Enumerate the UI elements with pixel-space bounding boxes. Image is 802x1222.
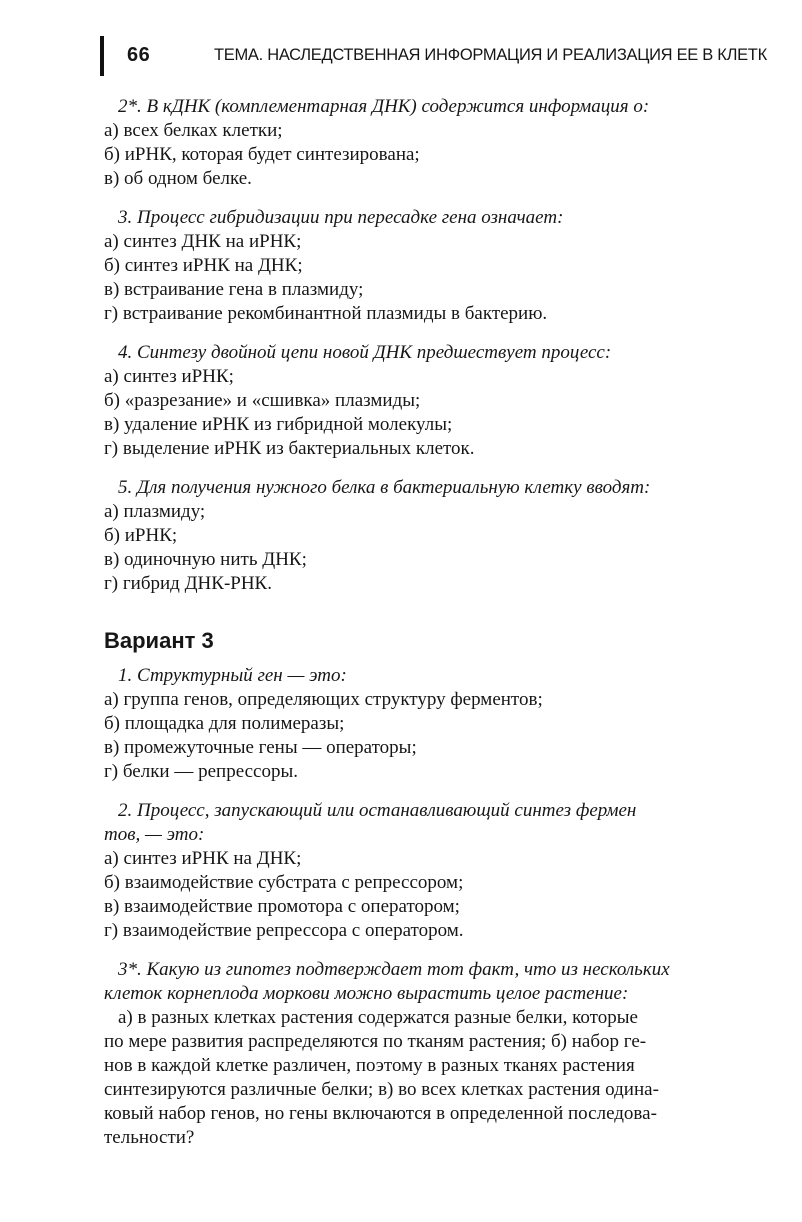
section-heading: Вариант 3 xyxy=(104,628,214,653)
page-header xyxy=(100,36,802,76)
answer-option: б) иРНК; xyxy=(104,525,178,546)
answer-option: в) удаление иРНК из гибридной молекулы; xyxy=(104,414,453,435)
answer-option: а) плазмиду; xyxy=(104,501,206,522)
page-number: 66 xyxy=(127,44,151,66)
answer-text-line: по мере развития распределяются по тканям растения; б) набор ге- xyxy=(104,1031,647,1052)
answer-option: г) взаимодействие репрессора с оператором. xyxy=(104,920,464,941)
answer-option: г) выделение иРНК из бактериальных клеток. xyxy=(104,438,475,459)
variant3-question-2 xyxy=(104,799,752,943)
question-text-line: клеток корнеплода моркови можно вырастить целое растение: xyxy=(104,983,629,1004)
answer-option: б) синтез иРНК на ДНК; xyxy=(104,255,303,276)
answer-option: в) встраивание гена в плазмиду; xyxy=(104,279,364,300)
answer-option: г) встраивание рекомбинантной плазмиды в бактерию. xyxy=(104,303,548,324)
question-3 xyxy=(104,206,752,326)
header-rule xyxy=(100,36,104,76)
question-text: 1. Структурный ген — это: xyxy=(118,665,347,686)
page-content xyxy=(104,95,752,1165)
question-text: 2*. В кДНК (комплементарная ДНК) содержится информация о: xyxy=(118,96,650,117)
answer-option: г) гибрид ДНК-РНК. xyxy=(104,573,272,594)
question-text-line: 3*. Какую из гипотез подтверждает тот факт, что из нескольких xyxy=(118,959,670,980)
answer-option: в) промежуточные гены — операторы; xyxy=(104,737,417,758)
answer-text-line: ковый набор генов, но гены включаются в определенной последова- xyxy=(104,1103,657,1124)
question-text: 4. Синтезу двойной цепи новой ДНК предшествует процесс: xyxy=(118,342,612,363)
question-text-line: 2. Процесс, запускающий или останавливающий синтез фермен xyxy=(118,800,637,821)
question-4 xyxy=(104,341,752,461)
answer-option: а) всех белках клетки; xyxy=(104,120,283,141)
answer-text-line: синтезируются различные белки; в) во всех клетках растения одина- xyxy=(104,1079,659,1100)
answer-option: г) белки — репрессоры. xyxy=(104,761,298,782)
question-5 xyxy=(104,476,752,596)
question-text: 5. Для получения нужного белка в бактериальную клетку вводят: xyxy=(118,477,651,498)
answer-option: в) одиночную нить ДНК; xyxy=(104,549,307,570)
variant3-question-1 xyxy=(104,664,752,784)
answer-option: б) площадка для полимеразы; xyxy=(104,713,345,734)
answer-option: а) синтез ДНК на иРНК; xyxy=(104,231,302,252)
answer-option: а) синтез иРНК на ДНК; xyxy=(104,848,302,869)
question-2 xyxy=(104,95,752,191)
answer-option: б) «разрезание» и «сшивка» плазмиды; xyxy=(104,390,421,411)
answer-text-line: а) в разных клетках растения содержатся разные белки, которые xyxy=(118,1007,638,1028)
answer-option: а) синтез иРНК; xyxy=(104,366,234,387)
question-text: 3. Процесс гибридизации при пересадке гена означает: xyxy=(118,207,564,228)
answer-text-line: тельности? xyxy=(104,1127,195,1148)
answer-option: а) группа генов, определяющих структуру ферментов; xyxy=(104,689,543,710)
variant3-question-3 xyxy=(104,958,752,1150)
running-title: ТЕМА. НАСЛЕДСТВЕННАЯ ИНФОРМАЦИЯ И РЕАЛИЗАЦИЯ ЕЕ В КЛЕТК xyxy=(214,46,767,64)
answer-option: в) взаимодействие промотора с оператором; xyxy=(104,896,460,917)
answer-option: б) взаимодействие субстрата с репрессором; xyxy=(104,872,464,893)
question-text-line: тов, — это: xyxy=(104,824,205,845)
answer-option: в) об одном белке. xyxy=(104,168,252,189)
answer-option: б) иРНК, которая будет синтезирована; xyxy=(104,144,420,165)
answer-text-line: нов в каждой клетке различен, поэтому в разных тканях растения xyxy=(104,1055,635,1076)
